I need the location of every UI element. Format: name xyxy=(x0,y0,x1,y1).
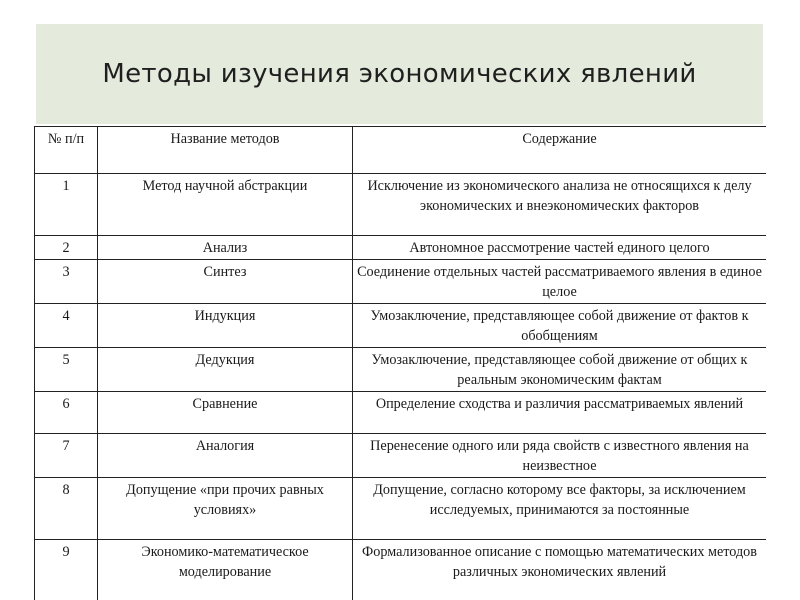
method-name: Допущение «при прочих равных условиях» xyxy=(98,478,353,540)
title-banner xyxy=(36,24,763,124)
method-content: Исключение из экономического анализа не относящихся к делу экономических и внеэкономических факторов xyxy=(353,174,767,236)
table-row xyxy=(35,348,767,392)
method-name: Сравнение xyxy=(98,392,353,434)
method-name: Синтез xyxy=(98,260,353,304)
row-number: 7 xyxy=(35,434,98,478)
row-number: 9 xyxy=(35,540,98,600)
row-number: 2 xyxy=(35,236,98,260)
method-name: Анализ xyxy=(98,236,353,260)
table-row xyxy=(35,260,767,304)
header-content: Содержание xyxy=(353,127,767,174)
method-content: Определение сходства и различия рассматриваемых явлений xyxy=(353,392,767,434)
method-content: Формализованное описание с помощью математических методов различных экономических явлений xyxy=(353,540,767,600)
method-content: Автономное рассмотрение частей единого целого xyxy=(353,236,767,260)
method-content: Соединение отдельных частей рассматриваемого явления в единое целое xyxy=(353,260,767,304)
table-row xyxy=(35,174,767,236)
methods-table xyxy=(34,126,766,600)
row-number: 4 xyxy=(35,304,98,348)
method-name: Аналогия xyxy=(98,434,353,478)
row-number: 5 xyxy=(35,348,98,392)
row-number: 1 xyxy=(35,174,98,236)
table-row xyxy=(35,304,767,348)
methods-table-container xyxy=(34,126,766,600)
row-number: 6 xyxy=(35,392,98,434)
method-name: Индукция xyxy=(98,304,353,348)
method-content: Умозаключение, представляющее собой движение от общих к реальным экономическим фактам xyxy=(353,348,767,392)
method-name: Дедукция xyxy=(98,348,353,392)
table-row xyxy=(35,392,767,434)
slide-title: Методы изучения экономических явлений xyxy=(102,59,697,89)
header-method-name: Название методов xyxy=(98,127,353,174)
table-row xyxy=(35,540,767,600)
row-number: 3 xyxy=(35,260,98,304)
table-header-row xyxy=(35,127,767,174)
method-content: Допущение, согласно которому все факторы, за исключением исследуемых, принимаются за постоянные xyxy=(353,478,767,540)
method-content: Перенесение одного или ряда свойств с известного явления на неизвестное xyxy=(353,434,767,478)
row-number: 8 xyxy=(35,478,98,540)
table-row xyxy=(35,434,767,478)
table-row xyxy=(35,478,767,540)
header-number: № п/п xyxy=(35,127,98,174)
table-row xyxy=(35,236,767,260)
method-name: Метод научной абстракции xyxy=(98,174,353,236)
method-name: Экономико-математическое моделирование xyxy=(98,540,353,600)
method-content: Умозаключение, представляющее собой движение от фактов к обобщениям xyxy=(353,304,767,348)
